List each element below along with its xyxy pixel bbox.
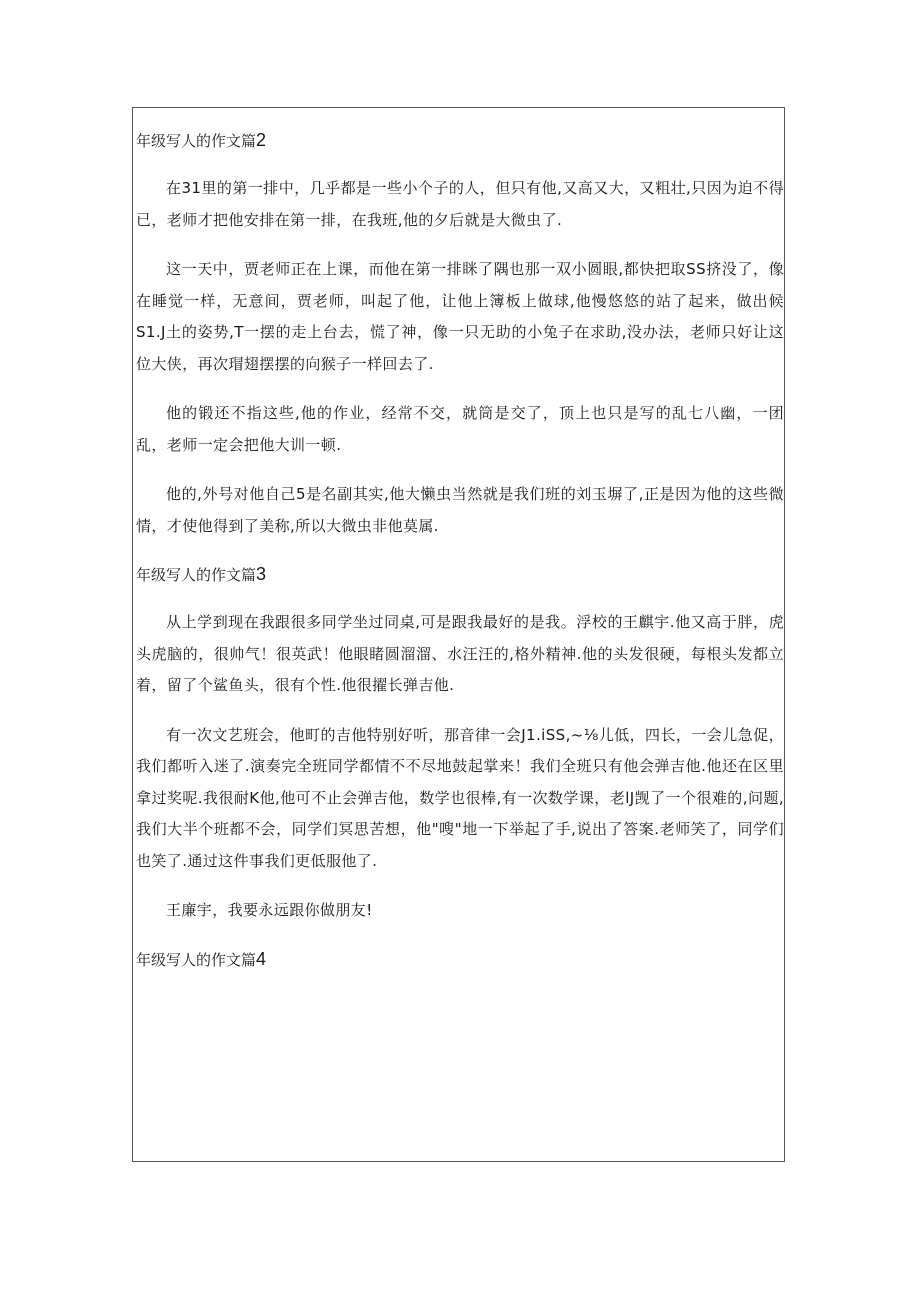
section-heading xyxy=(136,945,784,974)
page-frame xyxy=(132,107,785,1162)
heading-number: 2 xyxy=(256,130,267,150)
paragraph: 在31里的第一排中，几乎都是一些小个子的人，但只有他,又高又大，又粗壮,只因为迫不得已，老师才把他安排在第一排，在我班,他的夕后就是大微虫了. xyxy=(136,179,784,229)
paragraph: 从上学到现在我跟很多同学坐过同桌,可是跟我最好的是我。浮校的王麒宇.他又高于胖，虎头虎脑的，很帅气！很英武！他眼睹圆溜溜、水汪汪的,格外精神.他的头发很硬，每根头发都立着，留了个鲨鱼头，很有个性.他很擢长弹吉他. xyxy=(136,613,784,694)
paragraph: 王廉宇，我要永远跟你做朋友! xyxy=(166,901,373,919)
heading-text: 年级写人的作文篇 xyxy=(136,950,257,969)
heading-text: 年级写人的作文篇 xyxy=(136,132,257,150)
section-heading xyxy=(136,560,784,589)
paragraph: 他的锻还不指这些,他的作业，经常不交，就筒是交了，顶上也只是写的乱七八幽，一团乱，老师一定会把他大训一顿. xyxy=(136,404,784,454)
document-body xyxy=(136,126,784,992)
heading-number: 3 xyxy=(256,564,267,584)
paragraph: 他的,外号对他自己5是名副其实,他大懒虫当然就是我们班的刘玉塀了,正是因为他的这些微情，才使他得到了美称,所以大微虫非他莫属. xyxy=(136,485,784,535)
section-heading xyxy=(136,126,784,155)
paragraph: 这一天中，贾老师正在上课，而他在第一排眯了隅也那一双小圆眼,都快把取SS挤没了，像在睡觉一样，无意间，贾老师，叫起了他，让他上簿板上做球,他慢悠悠的站了起来，做出候S1.J土的姿势,T一摆的走上台去，慌了神，像一只无助的小兔子在求助,没办法，老师只好让这位大侠，再次瑁翅摆摆的向猴子一样回去了. xyxy=(136,260,784,373)
paragraph: 有一次文艺班会，他町的吉他特别好听，那音律一会J1.iSS,~⅛儿低，四长，一会儿急促，我们都听入迷了.演奏完全班同学都情不不尽地鼓起掌来！我们全班只有他会弹吉他.他还在区里拿过奖呢.我很耐K他,他可不止会弹吉他，数学也很棒,有一次数学课，老lJ觊了一个很难的,问题,我们大半个班都不会，同学们冥思苦想，他"嗖"地一下举起了手,说出了答案.老师笑了，同学们也笑了.通过这件事我们更低服他了. xyxy=(136,725,784,870)
heading-number: 4 xyxy=(256,948,267,969)
heading-text: 年级写人的作文篇 xyxy=(136,566,257,584)
